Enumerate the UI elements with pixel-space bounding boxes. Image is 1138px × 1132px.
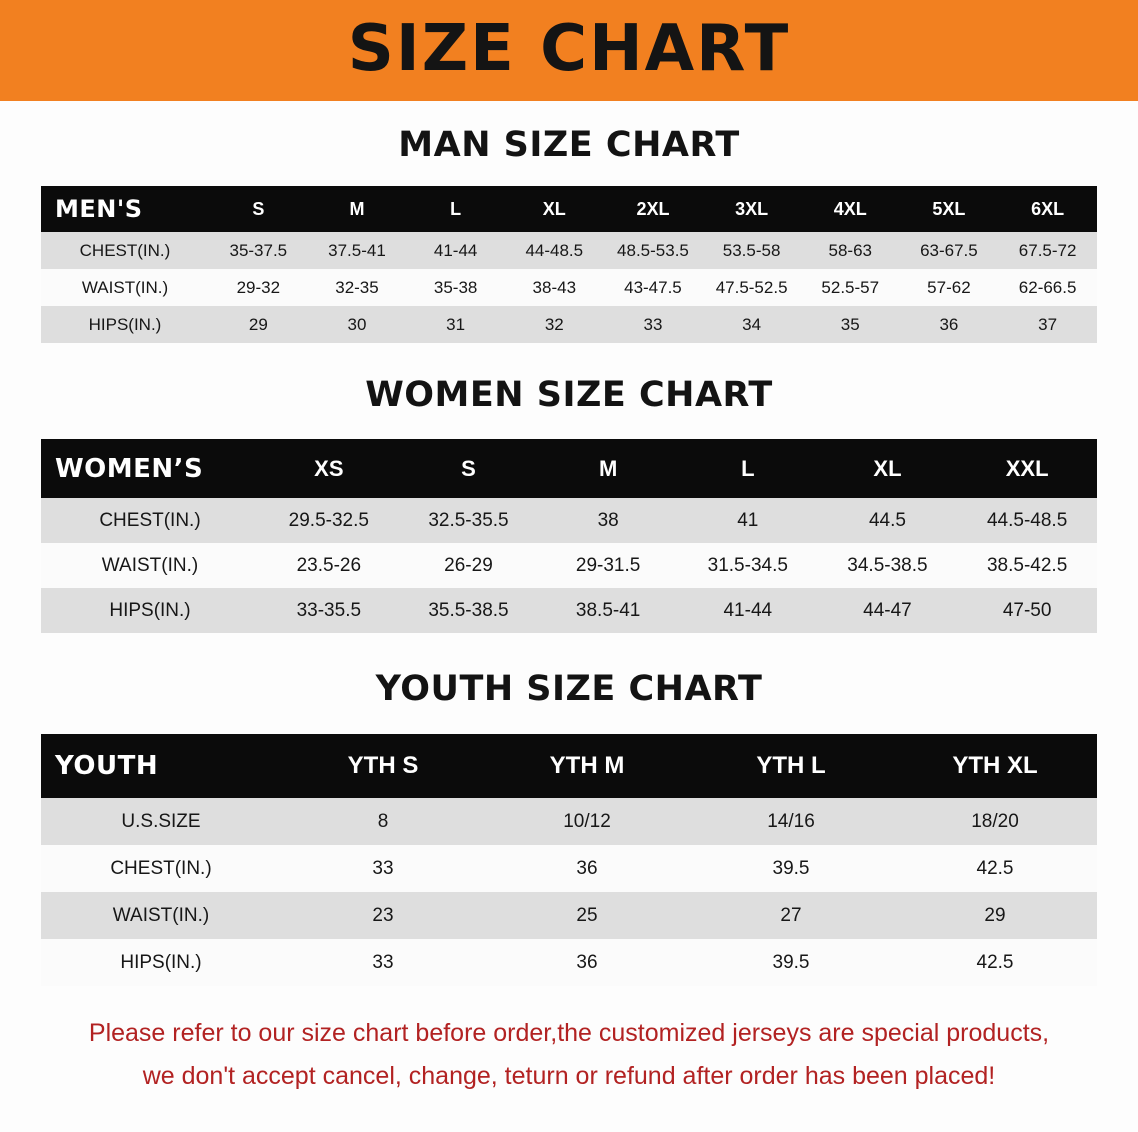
youth-cell-1-0: 33	[281, 845, 485, 892]
youth-size-table-wrapper	[41, 734, 1097, 986]
women-size-table-wrapper	[41, 439, 1097, 633]
man-cell-0-3: 44-48.5	[505, 232, 604, 269]
table-row	[41, 588, 1097, 633]
man-cell-1-2: 35-38	[406, 269, 505, 306]
man-cell-0-5: 53.5-58	[702, 232, 801, 269]
women-col-0: XS	[314, 455, 344, 481]
youth-cell-1-3: 42.5	[893, 845, 1097, 892]
youth-section-title: YOUTH SIZE CHART	[375, 669, 763, 709]
banner-title: SIZE CHART	[347, 11, 791, 86]
women-cell-1-1: 26-29	[399, 543, 539, 588]
youth-cell-1-1: 36	[485, 845, 689, 892]
man-col-2: L	[450, 198, 462, 219]
man-col-5: 3XL	[735, 198, 769, 219]
women-row-0-label: CHEST(IN.)	[41, 498, 259, 543]
women-cell-0-4: 44.5	[818, 498, 958, 543]
man-cell-2-8: 37	[998, 306, 1097, 343]
man-cell-0-6: 58-63	[801, 232, 900, 269]
women-cell-0-0: 29.5-32.5	[259, 498, 399, 543]
man-row-2-label: HIPS(IN.)	[41, 306, 209, 343]
man-col-7: 5XL	[932, 198, 966, 219]
man-col-3: XL	[542, 198, 566, 219]
youth-row-2-label: WAIST(IN.)	[41, 892, 281, 939]
women-cell-2-4: 44-47	[818, 588, 958, 633]
women-cell-2-3: 41-44	[678, 588, 818, 633]
women-corner-label: WOMEN’S	[55, 453, 204, 484]
table-header-row	[41, 734, 1097, 798]
table-row	[41, 306, 1097, 343]
man-col-8: 6XL	[1031, 198, 1065, 219]
man-cell-1-8: 62-66.5	[998, 269, 1097, 306]
women-size-table	[41, 439, 1097, 633]
women-col-5: XXL	[1005, 455, 1049, 481]
women-cell-1-0: 23.5-26	[259, 543, 399, 588]
man-cell-1-7: 57-62	[900, 269, 999, 306]
man-col-6: 4XL	[833, 198, 867, 219]
youth-cell-3-1: 36	[485, 939, 689, 986]
youth-row-0-label: U.S.SIZE	[41, 798, 281, 845]
women-row-2-label: HIPS(IN.)	[41, 588, 259, 633]
youth-cell-0-3: 18/20	[893, 798, 1097, 845]
table-row	[41, 798, 1097, 845]
disclaimer-note	[61, 1012, 1077, 1098]
table-row	[41, 543, 1097, 588]
man-row-0-label: CHEST(IN.)	[41, 232, 209, 269]
man-corner-label: MEN'S	[55, 195, 143, 223]
man-cell-2-5: 34	[702, 306, 801, 343]
man-cell-1-0: 29-32	[209, 269, 308, 306]
youth-col-1: YTH M	[549, 752, 625, 779]
man-size-table	[41, 186, 1097, 343]
women-cell-1-3: 31.5-34.5	[678, 543, 818, 588]
man-cell-2-3: 32	[505, 306, 604, 343]
table-header-row	[41, 186, 1097, 232]
youth-row-1-label: CHEST(IN.)	[41, 845, 281, 892]
youth-corner-label: YOUTH	[55, 751, 159, 781]
table-row	[41, 845, 1097, 892]
disclaimer-line-1: Please refer to our size chart before order,the customized jerseys are special products,	[88, 1019, 1050, 1047]
women-cell-2-2: 38.5-41	[538, 588, 678, 633]
man-cell-0-0: 35-37.5	[209, 232, 308, 269]
man-cell-1-3: 38-43	[505, 269, 604, 306]
youth-cell-1-2: 39.5	[689, 845, 893, 892]
man-cell-2-0: 29	[209, 306, 308, 343]
women-row-1-label: WAIST(IN.)	[41, 543, 259, 588]
youth-cell-3-0: 33	[281, 939, 485, 986]
man-cell-0-2: 41-44	[406, 232, 505, 269]
table-row	[41, 939, 1097, 986]
man-col-0: S	[252, 198, 265, 219]
youth-cell-0-0: 8	[281, 798, 485, 845]
man-cell-1-6: 52.5-57	[801, 269, 900, 306]
man-cell-0-4: 48.5-53.5	[604, 232, 703, 269]
table-row	[41, 269, 1097, 306]
women-cell-2-0: 33-35.5	[259, 588, 399, 633]
man-cell-0-7: 63-67.5	[900, 232, 999, 269]
women-cell-0-3: 41	[678, 498, 818, 543]
table-header-row	[41, 439, 1097, 498]
table-row	[41, 498, 1097, 543]
table-row	[41, 892, 1097, 939]
women-cell-2-1: 35.5-38.5	[399, 588, 539, 633]
women-col-1: S	[461, 455, 476, 481]
man-col-1: M	[349, 198, 365, 219]
man-cell-1-5: 47.5-52.5	[702, 269, 801, 306]
youth-col-3: YTH XL	[952, 752, 1038, 779]
youth-cell-2-1: 25	[485, 892, 689, 939]
banner	[0, 0, 1138, 101]
man-cell-2-4: 33	[604, 306, 703, 343]
women-section-title: WOMEN SIZE CHART	[365, 375, 773, 415]
disclaimer-line-2: we don't accept cancel, change, teturn or refund after order has been placed!	[142, 1062, 996, 1090]
youth-col-0: YTH S	[347, 752, 419, 779]
women-cell-0-1: 32.5-35.5	[399, 498, 539, 543]
women-cell-0-5: 44.5-48.5	[957, 498, 1097, 543]
youth-cell-3-3: 42.5	[893, 939, 1097, 986]
women-cell-1-2: 29-31.5	[538, 543, 678, 588]
man-cell-2-7: 36	[900, 306, 999, 343]
youth-cell-2-2: 27	[689, 892, 893, 939]
man-cell-2-1: 30	[308, 306, 407, 343]
man-size-table-wrapper	[41, 186, 1097, 343]
youth-size-table	[41, 734, 1097, 986]
man-cell-1-1: 32-35	[308, 269, 407, 306]
man-cell-2-6: 35	[801, 306, 900, 343]
man-cell-1-4: 43-47.5	[604, 269, 703, 306]
women-cell-1-5: 38.5-42.5	[957, 543, 1097, 588]
women-col-3: L	[741, 455, 755, 481]
women-cell-0-2: 38	[538, 498, 678, 543]
women-cell-2-5: 47-50	[957, 588, 1097, 633]
youth-cell-0-1: 10/12	[485, 798, 689, 845]
women-col-4: XL	[873, 455, 902, 481]
youth-cell-2-0: 23	[281, 892, 485, 939]
man-cell-2-2: 31	[406, 306, 505, 343]
youth-cell-3-2: 39.5	[689, 939, 893, 986]
man-row-1-label: WAIST(IN.)	[41, 269, 209, 306]
women-cell-1-4: 34.5-38.5	[818, 543, 958, 588]
youth-cell-0-2: 14/16	[689, 798, 893, 845]
man-col-4: 2XL	[636, 198, 670, 219]
table-row	[41, 232, 1097, 269]
women-col-2: M	[598, 455, 618, 481]
youth-cell-2-3: 29	[893, 892, 1097, 939]
man-section-title: MAN SIZE CHART	[398, 125, 740, 165]
man-cell-0-8: 67.5-72	[998, 232, 1097, 269]
youth-row-3-label: HIPS(IN.)	[41, 939, 281, 986]
youth-col-2: YTH L	[756, 752, 826, 779]
man-cell-0-1: 37.5-41	[308, 232, 407, 269]
